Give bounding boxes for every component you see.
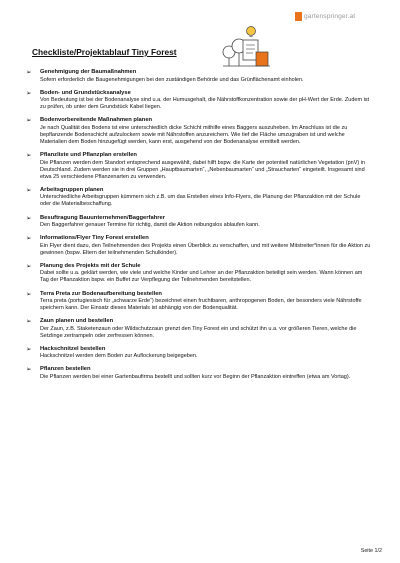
item-description: Der Zaun, z.B. Staketenzaun oder Wildschutzzaun grenzt den Tiny Forest ein und schützt ihn u.a. vor größeren Tieren, welche die Setzlinge zertrampeln oder zerfressen können. xyxy=(40,325,357,339)
item-title: Pflanzen bestellen xyxy=(40,366,91,373)
checklist-item xyxy=(26,152,371,181)
arrow-bullet-icon: ➢ xyxy=(26,186,32,194)
item-description: Den Baggerfahrer genauer Termine für richtig, damit die Aktion reibungslos ablaufen kann. xyxy=(40,222,260,229)
arrow-bullet-icon: ➢ xyxy=(26,345,32,353)
page-title: Checkliste/Projektablauf Tiny Forest xyxy=(32,47,177,57)
item-description: Unterschiedliche Arbeitsgruppen kümmern sich z.B. um das Erstellen eines Info-Flyers, die Planung der Pflanzaktion mit der Schule oder die Materialbeschaffung. xyxy=(40,194,361,208)
logo-text: gartenspringer.at xyxy=(304,13,356,20)
item-description: Die Pflanzen werden bei einer Gartenbaufirma bestellt und sollten kurz vor Beginn der Pflanzaktion eintreffen (etwa am Vortag). xyxy=(40,373,351,380)
checklist-item xyxy=(26,90,371,112)
arrow-bullet-icon: ➢ xyxy=(26,89,32,97)
item-description: Die Pflanzen werden dem Standort entsprechend ausgewählt, dabei hilft bspw. die Karte der potentiell natürlichen Vegetation (pnV) in Deutschland. Zudem werden sie in drei Gruppen „Hauptbaumarten“, „Nebenbaumarten“ und „Straucharten“ eingeteilt. Insgesamt sind etwa 25 verschiedene Pflanzenarten zu verwenden. xyxy=(40,159,366,180)
checklist-item xyxy=(26,291,371,313)
checklist-item xyxy=(26,69,371,84)
arrow-bullet-icon: ➢ xyxy=(26,69,32,76)
item-description: Dabei sollte u.a. geklärt werden, wie viele und welche Kinder und Lehrer an der Pflanzaktion beteiligt sein werden. Wann können am Tag der Pflanzaktion bspw. ein Buffet zur Verpflegung der Teilnehmenden bereitstellen. xyxy=(40,270,363,284)
checklist-item xyxy=(26,187,371,209)
item-title: Planung des Projekts mit der Schule xyxy=(40,262,141,269)
item-description: Von Bedeutung ist bei der Bodenanalyse sind u.a. der Humusgehalt, die Nährstoffkonzentration sowie der pH-Wert der Erde. Zudem ist zu prüfen, ob unter dem Grundstück Kabel liegen. xyxy=(40,97,370,111)
tiny-forest-illustration xyxy=(220,22,272,72)
page-number: Seite 1/2 xyxy=(360,548,382,554)
checklist-item xyxy=(26,215,371,230)
item-title: Genehmigung der Baumaßnahmen xyxy=(40,69,137,75)
checklist-item xyxy=(26,366,371,381)
arrow-bullet-icon: ➢ xyxy=(26,214,32,222)
item-description: Sofern erforderlich die Baugenehmigungen bei den zuständigen Behörde und das Grünflächenamt einholen. xyxy=(40,76,304,83)
item-description: Terra preta (portugiesisch für „schwarze Erde“) bezeichnet einen fruchtbaren, anthropogenen Boden, der besonders viele Nährstoffe speichern kann. Der Einsatz dieses Materials ist abhängig von der Bodenqualität. xyxy=(40,298,362,312)
item-description: Hackschnitzel werden dem Boden zur Auflockerung beigegeben. xyxy=(40,353,198,360)
arrow-bullet-icon: ➢ xyxy=(26,235,32,243)
arrow-bullet-icon: ➢ xyxy=(26,262,32,270)
item-title: Zaun planen und bestellen xyxy=(40,318,114,325)
item-title: Hackschnitzel bestellen xyxy=(40,345,106,352)
arrow-bullet-icon: ➢ xyxy=(26,318,32,326)
checklist-item xyxy=(26,235,371,257)
item-description: Ein Flyer dient dazu, den Teilnehmenden des Projekts einen Überblick zu verschaffen, und mit weitere Mitstreiter*innen für die Aktion zu gewinnen (bspw. Eltern der teilnehmenden Schulkinder). xyxy=(40,242,371,256)
item-title: Pflanzliste und Pflanzplan erstellen xyxy=(40,152,137,159)
item-title: Bodenvorbereitende Maßnahmen planen xyxy=(40,117,153,124)
arrow-bullet-icon: ➢ xyxy=(26,152,32,160)
item-title: Terra Preta zur Bodenaufbereitung bestellen xyxy=(40,290,162,297)
checklist-item xyxy=(26,346,371,361)
checklist-item xyxy=(26,117,371,146)
logo-mark-icon xyxy=(295,12,302,21)
arrow-bullet-icon: ➢ xyxy=(26,290,32,298)
checklist-item xyxy=(26,318,371,340)
checklist-item xyxy=(26,263,371,285)
checklist xyxy=(26,69,371,381)
item-title: Informations/Flyer Tiny Forest erstellen xyxy=(40,235,149,242)
item-description: Je nach Qualität des Bodens ist eine unterschiedlich dicke Schicht mithilfe eines Baggers auszuheben. Im Anschluss ist die zu bepflanzende Bodenschicht aufzulockern sowie mit Nährstoffen anzureichern. Wie tief die Fläche umzugraben ist und welche Materialien dem Boden hinzugefügt werden, kann erst, ausgehend von der Bodenanalyse ermittelt werden. xyxy=(40,124,348,145)
item-title: Arbeitsgruppen planen xyxy=(40,186,104,193)
arrow-bullet-icon: ➢ xyxy=(26,117,32,125)
item-title: Besuftragung Bauunternehmen/Baggerfahrer xyxy=(40,214,165,221)
item-title: Boden- und Grundstücksanalyse xyxy=(40,89,131,96)
arrow-bullet-icon: ➢ xyxy=(26,366,32,374)
brand-logo xyxy=(295,12,363,21)
